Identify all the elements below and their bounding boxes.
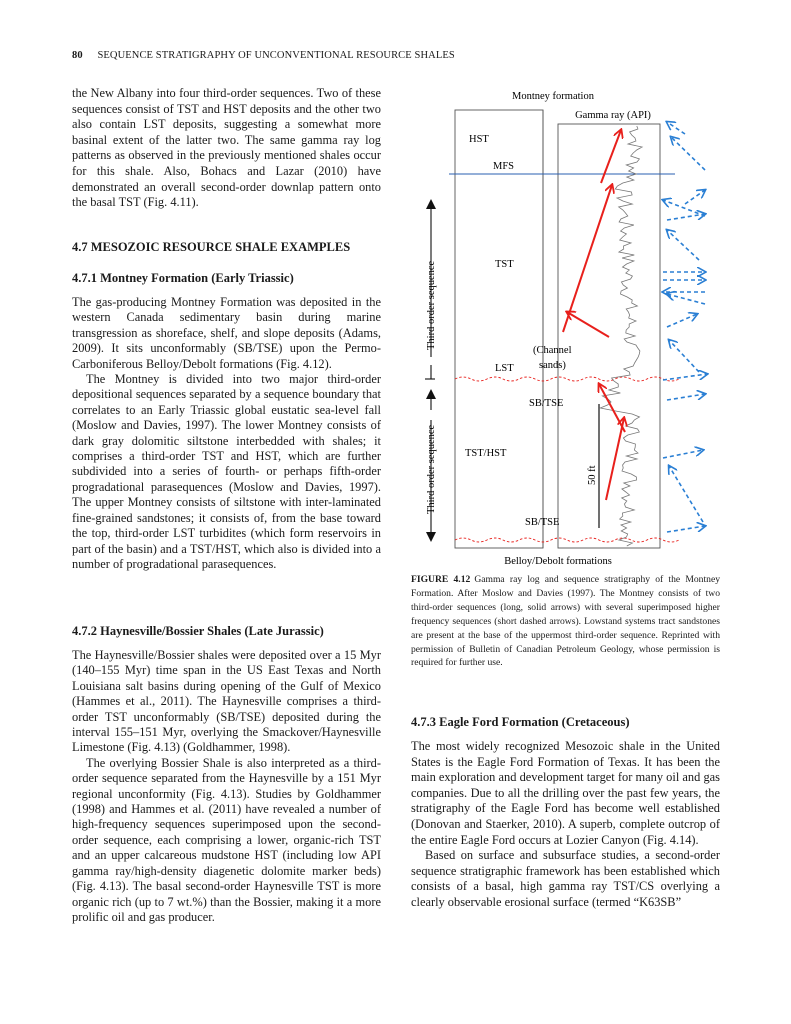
haynesville-heading: 4.7.2 Haynesville/Bossier Shales (Late Jurassic) bbox=[72, 624, 324, 638]
eagle-ford-paragraph-2: Based on surface and subsurface studies, a second-order sequence stratigraphic framework has been established which consists of a basal, high gamma ray TST/CS overlying a clearly observable erosional surface (termed “K63SB” bbox=[411, 848, 720, 909]
label-tst: TST bbox=[495, 259, 514, 270]
running-title: SEQUENCE STRATIGRAPHY OF UNCONVENTIONAL RESOURCE SHALES bbox=[97, 50, 455, 61]
intro-paragraph: the New Albany into four third-order sequences. Two of these sequences consist of TST and HST deposits and the other two also contain LST deposits, suggesting a somewhat more basinal extent of the latter two. The same gamma ray log patterns as observed in the previously mentioned shales occur for this shale. Also, Bohacs and Lazar (2010) have demonstrated an overall second-order downlap pattern onto the basal TST (Fig. 4.11). bbox=[72, 86, 381, 210]
montney-text bbox=[72, 295, 381, 572]
figure-top-label: Montney formation bbox=[512, 91, 594, 102]
eagle-ford-heading: 4.7.3 Eagle Ford Formation (Cretaceous) bbox=[411, 715, 630, 729]
caption-label: FIGURE 4.12 bbox=[411, 574, 471, 585]
lower-sequence-label: Third order sequence bbox=[426, 424, 437, 514]
lower-unconformity bbox=[455, 538, 679, 542]
upper-unconformity bbox=[455, 377, 679, 381]
label-mfs: MFS bbox=[493, 161, 515, 172]
red-arrow-lst bbox=[567, 312, 609, 337]
figure-bottom-label: Belloy/Debolt formations bbox=[504, 556, 612, 567]
red-arrow-lower-tst bbox=[606, 418, 624, 500]
caption-text: Gamma ray log and sequence stratigraphy of the Montney Formation. After Moslow and Davies (1997). The Montney consists of two third-order sequences (long, solid arrows) with several superimposed higher frequency sequences (short dashed arrows). Lowstand systems tract sandstones are present at the base of the uppermost third-order sequence. Reprinted with permission of Bulletin of Canadian Petroleum Geology, whose permission is required for further use. bbox=[411, 574, 720, 669]
haynesville-paragraph-2: The overlying Bossier Shale is also interpreted as a third-order sequence separated from the Haynesville by a 151 Myr regional unconformity (Fig. 4.13). Studies by Goldhammer (1998) and Hammes et al. (2011) have revealed a number of high-frequency sequences superimposed upon the second-order sequence, each comprising a lower, organic-rich TST and an upper calcareous mudstone HST (including low API gamma ray/high-density diagenetic dolomite marker beds) (Fig. 4.13). The basal second-order Haynesville TST is more organic rich (up to 7 wt.%) than the Bossier, making it a more prolific oil and gas producer. bbox=[72, 755, 381, 924]
figure-4-12 bbox=[405, 82, 725, 572]
intro-paragraph-block bbox=[72, 86, 381, 211]
scale-label: 50 ft bbox=[587, 465, 598, 485]
haynesville-paragraph-1: The Haynesville/Bossier shales were deposited over a 15 Myr (140–155 Myr) time span in the US East Texas and North Louisiana salt basins during opening of the Gulf of Mexico (Hammes et al., 2011). The Haynesville comprises a third-order TST unconformably (SB/TSE) deposited during the interval 155–151 Myr, overlying the Smackover/Haynesville Limestone (Fig. 4.13) (Goldhammer, 1998). bbox=[72, 648, 381, 755]
upper-sequence-label: Third order sequence bbox=[426, 260, 437, 350]
figure-caption bbox=[411, 573, 720, 670]
eagle-ford-text bbox=[411, 739, 720, 911]
dashed-arrow-group bbox=[663, 122, 707, 532]
label-sbtse-lower: SB/TSE bbox=[525, 517, 560, 528]
page-number: 80 bbox=[72, 50, 83, 61]
red-arrow-upper-tst bbox=[563, 185, 612, 332]
label-channel-2: sands) bbox=[539, 360, 566, 371]
running-header bbox=[72, 50, 455, 61]
label-channel-1: (Channel bbox=[533, 345, 572, 356]
eagle-ford-paragraph-1: The most widely recognized Mesozoic shale in the United States is the Eagle Ford Formation of Texas. It has been the main exploration and development target for many oil and gas companies. Due to all the drilling over the past few years, the stratigraphy of the Eagle Ford has become well established (Donovan and Staerker, 2010). A superb, complete outcrop of the entire Eagle Ford occurs at Lozier Canyon (Fig. 4.14). bbox=[411, 739, 720, 847]
red-arrow-upper-hst bbox=[601, 130, 621, 183]
montney-paragraph-2: The Montney is divided into two major third-order depositional sequences separated by a sequence boundary that correlates to an Early Triassic global eustatic sea-level fall (Moslow and Davies, 1997). The lower Montney consists of dark gray dolomitic siltstone interbedded with shales; it comprises a third-order TST and HST, which are further subdivided into a series of fourth- or perhaps fifth-order progradational parasequences (Moslow and Davies, 1997). The upper Montney consists of siltstone with inter-laminated fine-grained sandstones; it consists of, from the base toward the top, third-order LST turbidites (which form reservoirs in part of the basin) and a TST/HST, which also is divided into a number of progradational parasequences. bbox=[72, 372, 381, 571]
label-sbtse-upper: SB/TSE bbox=[529, 398, 564, 409]
montney-paragraph-1: The gas-producing Montney Formation was deposited in the western Canada sedimentary basin during marine transgression as shoreface, shelf, and slope deposits (Adams, 2009). It sits unconformably (SB/TSE) upon the Permo-Carboniferous Belloy/Debolt formations (Fig. 4.12). bbox=[72, 295, 381, 371]
montney-heading: 4.7.1 Montney Formation (Early Triassic) bbox=[72, 271, 294, 285]
label-hst: HST bbox=[469, 134, 489, 145]
haynesville-text bbox=[72, 648, 381, 925]
stratigraphy-column bbox=[455, 110, 543, 548]
section-heading: 4.7 MESOZOIC RESOURCE SHALE EXAMPLES bbox=[72, 240, 351, 254]
label-tst-hst: TST/HST bbox=[465, 448, 507, 459]
figure-log-label: Gamma ray (API) bbox=[575, 110, 651, 121]
label-lst: LST bbox=[495, 363, 514, 374]
